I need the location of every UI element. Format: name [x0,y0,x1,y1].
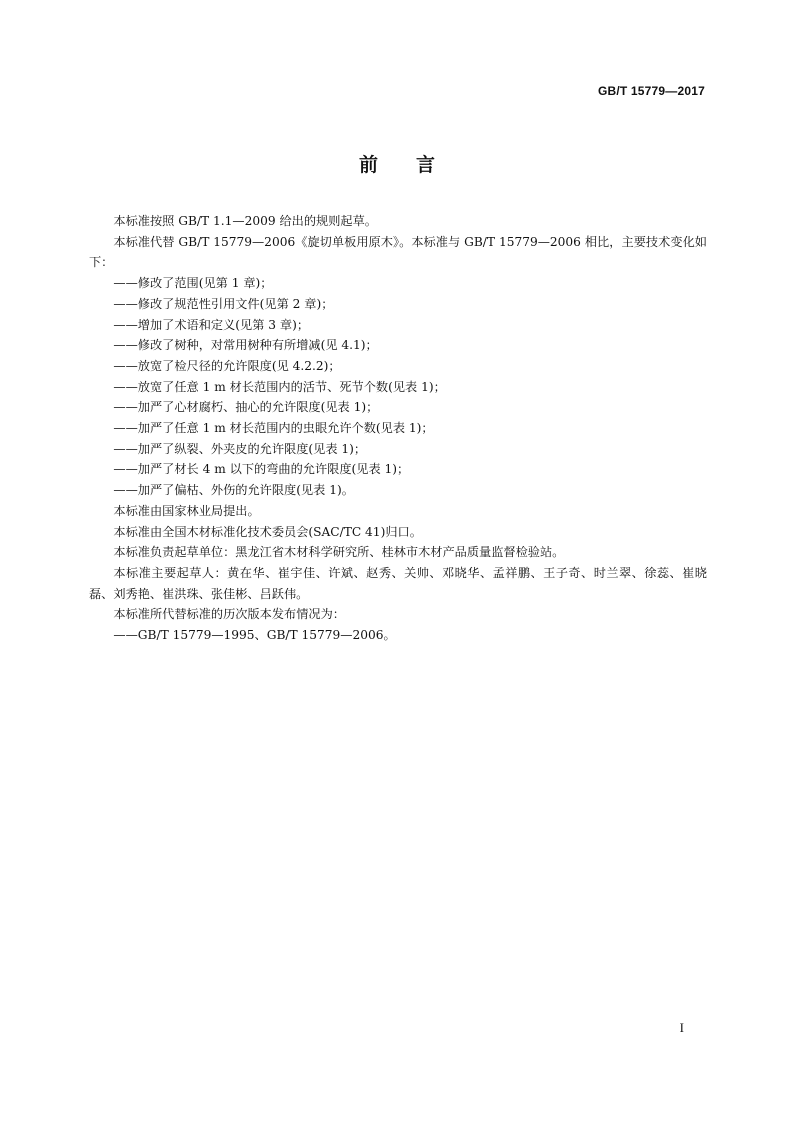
list-item: ——修改了树种，对常用树种有所增减(见 4.1)； [113,338,378,353]
list-item: ——加严了心材腐朽、抽心的允许限度(见表 1)； [113,400,379,415]
list-item: ——增加了术语和定义(见第 3 章)； [113,317,310,332]
page-number: I [679,1020,684,1035]
paragraph: 本标准主要起草人：黄在华、崔宇佳、许斌、赵秀、关帅、邓晓华、孟祥鹏、王子奇、时兰翠、徐蕊、崔晓磊、刘秀艳、崔洪珠、张佳彬、吕跃伟。 [89,565,707,601]
foreword-body [89,211,707,646]
list-item: ——GB/T 15779—1995、GB/T 15779—2006。 [113,628,396,643]
list-item: ——加严了任意 1 m 材长范围内的虫眼允许个数(见表 1)； [113,421,434,436]
paragraph: 本标准所代替标准的历次版本发布情况为： [113,607,345,622]
list-item: ——加严了偏枯、外伤的允许限度(见表 1)。 [113,483,354,498]
paragraph: 本标准负责起草单位：黑龙江省木材科学研究所、桂林市木材产品质量监督检验站。 [113,545,565,560]
page-title: 前言 [358,154,473,176]
paragraph: 本标准代替 GB/T 15779—2006《旋切单板用原木》。本标准与 GB/T 15779—2006 相比，主要技术变化如下： [89,234,707,270]
list-item: ——加严了材长 4 m 以下的弯曲的允许限度(见表 1)； [113,462,410,477]
paragraph: 本标准由国家林业局提出。 [113,503,260,518]
list-item: ——加严了纵裂、外夹皮的允许限度(见表 1)； [113,441,367,456]
list-item: ——放宽了检尺径的允许限度(见 4.2.2)； [113,358,341,373]
list-item: ——修改了规范性引用文件(见第 2 章)； [113,296,334,311]
paragraph: 本标准由全国木材标准化技术委员会(SAC/TC 41)归口。 [113,524,422,539]
standard-code: GB/T 15779—2017 [597,84,705,98]
list-item: ——修改了范围(见第 1 章)； [113,276,273,291]
list-item: ——放宽了任意 1 m 材长范围内的活节、死节个数(见表 1)； [113,379,446,394]
paragraph: 本标准按照 GB/T 1.1—2009 给出的规则起草。 [113,214,377,228]
